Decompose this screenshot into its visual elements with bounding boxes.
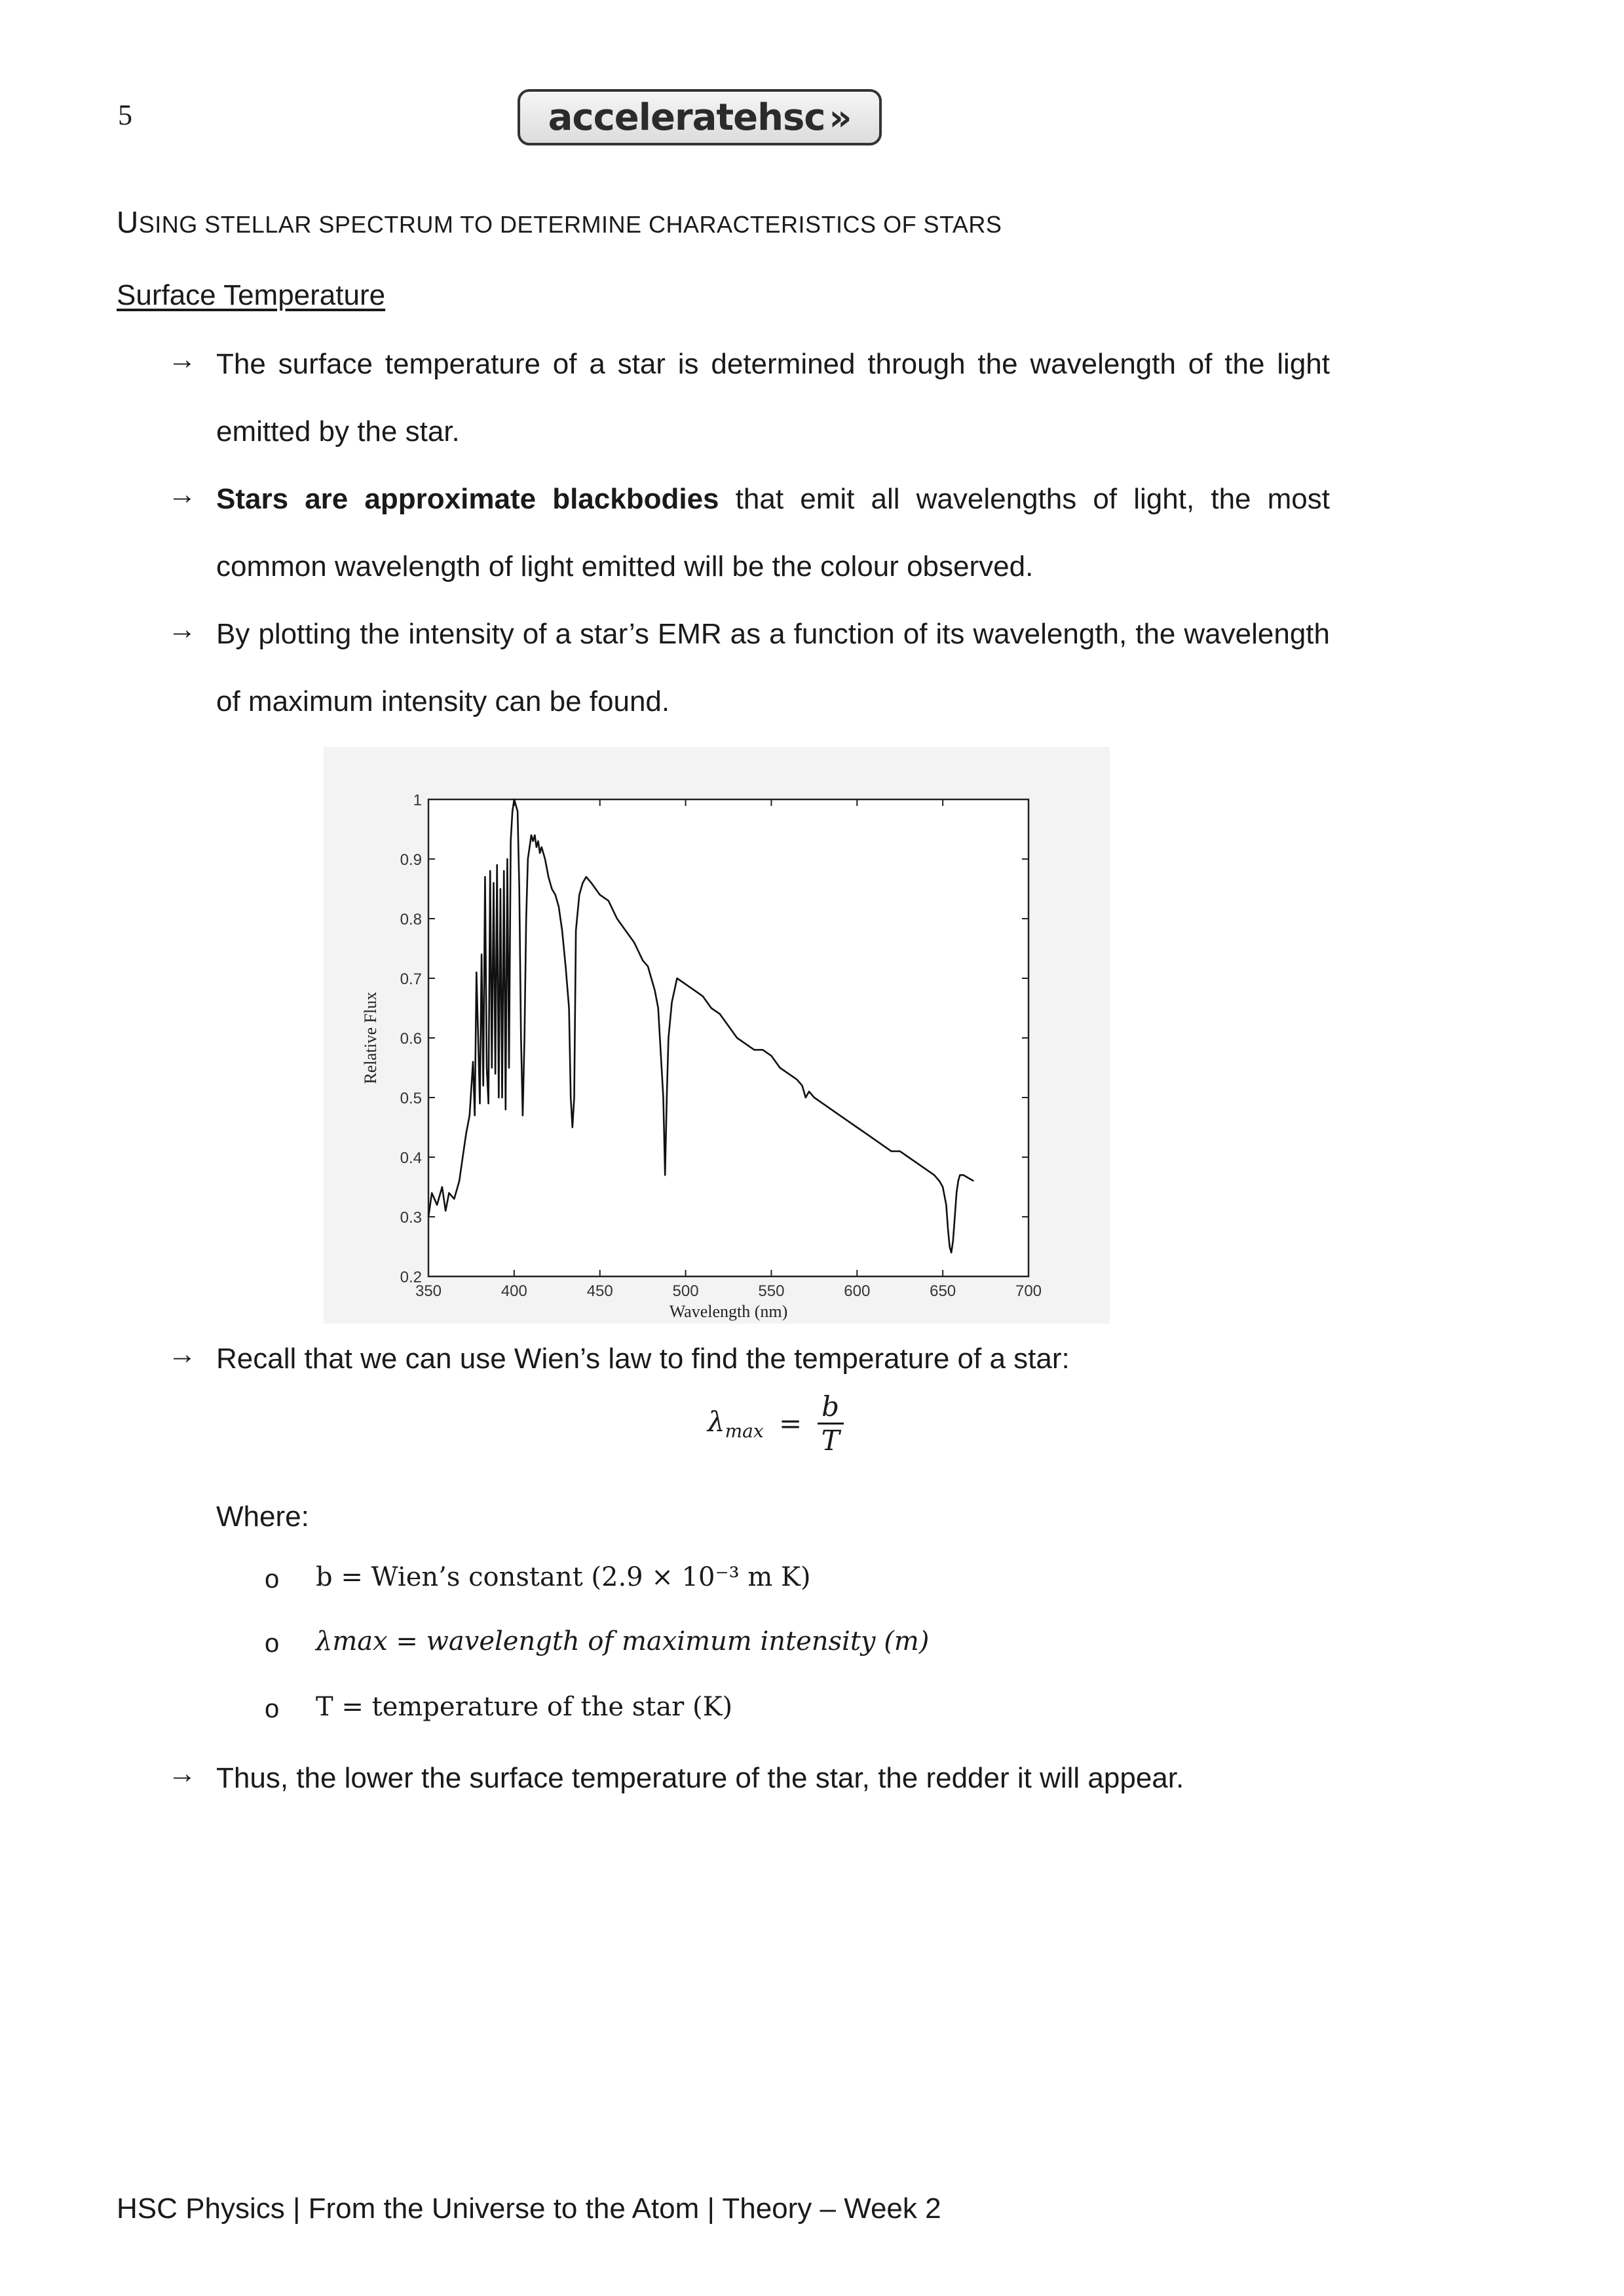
footer: HSC Physics | From the Universe to the Atom | Theory – Week 2	[117, 2192, 941, 2225]
x-tick-label: 600	[844, 1282, 871, 1300]
arrow-bullet-icon: →	[168, 613, 197, 645]
acceleratehsc-logo	[518, 89, 882, 145]
x-tick-label: 500	[672, 1282, 699, 1300]
y-tick-label: 0.6	[400, 1030, 422, 1048]
arrow-bullet-icon: →	[168, 343, 197, 375]
x-tick-label: 350	[415, 1282, 442, 1300]
formula-denominator: T	[821, 1425, 840, 1457]
circle-bullet-icon: o	[265, 1565, 280, 1594]
bullet-text-5: Thus, the lower the surface temperature of the star, the redder it will appear.	[216, 1762, 1184, 1794]
x-axis-label: Wavelength (nm)	[669, 1302, 788, 1321]
bullet-text-1: The surface temperature of a star is determined through the wavelength of the light emitted by the star.	[216, 348, 1330, 448]
circle-bullet-icon: o	[265, 1629, 280, 1658]
spectrum-chart-svg	[324, 747, 1110, 1324]
x-tick-label: 650	[930, 1282, 956, 1300]
section-heading	[117, 204, 1002, 240]
stellar-spectrum-chart	[324, 747, 1110, 1327]
wien-law-formula	[708, 1390, 844, 1457]
circle-bullet-icon: o	[265, 1694, 280, 1723]
arrow-bullet-icon: →	[168, 478, 197, 510]
formula-subscript: max	[725, 1420, 764, 1442]
y-axis-label: Relative Flux	[361, 991, 380, 1084]
x-tick-label: 550	[758, 1282, 785, 1300]
y-tick-label: 0.2	[400, 1269, 422, 1286]
bullet-text-2	[216, 465, 1330, 600]
section-heading-initial: U	[117, 205, 139, 239]
y-tick-label: 0.4	[400, 1149, 422, 1167]
y-tick-label: 0.7	[400, 970, 422, 988]
y-tick-label: 0.3	[400, 1209, 422, 1227]
y-tick-label: 0.9	[400, 851, 422, 869]
page-number: 5	[118, 99, 132, 131]
definition-lambda-max: λmax = wavelength of maximum intensity (m)	[316, 1626, 930, 1656]
x-tick-label: 700	[1015, 1282, 1042, 1300]
chevron-right-icon: »	[829, 96, 852, 138]
section-heading-rest: SING STELLAR SPECTRUM TO DETERMINE CHARACTERISTICS OF STARS	[138, 211, 1002, 238]
y-tick-label: 0.8	[400, 911, 422, 928]
x-tick-label: 400	[500, 1282, 527, 1300]
where-label: Where:	[216, 1501, 309, 1533]
bullet-text-2-rest: that emit all wavelengths of light, the most common wavelength of light emitted will be the colour observed.	[216, 483, 1330, 583]
formula-equals: =	[779, 1407, 803, 1440]
formula-lambda: λ	[708, 1405, 725, 1438]
x-tick-label: 450	[586, 1282, 613, 1300]
arrow-bullet-icon: →	[168, 1338, 197, 1370]
y-tick-label: 0.5	[400, 1090, 422, 1107]
arrow-bullet-icon: →	[168, 1757, 197, 1789]
y-tick-label: 1	[413, 792, 422, 809]
formula-numerator: b	[818, 1390, 844, 1425]
subheading-surface-temperature: Surface Temperature	[117, 279, 386, 311]
bullet-text-4: Recall that we can use Wien’s law to find the temperature of a star:	[216, 1343, 1070, 1375]
definition-b: b = Wien’s constant (2.9 × 10⁻³ m K)	[316, 1562, 811, 1592]
definition-t: T = temperature of the star (K)	[316, 1692, 733, 1722]
logo-text: acceleratehsc	[548, 96, 825, 139]
bullet-text-3: By plotting the intensity of a star’s EMR as a function of its wavelength, the wavelength of maximum intensity can be found.	[216, 618, 1330, 718]
bullet-text-2-bold: Stars are approximate blackbodies	[216, 483, 719, 515]
